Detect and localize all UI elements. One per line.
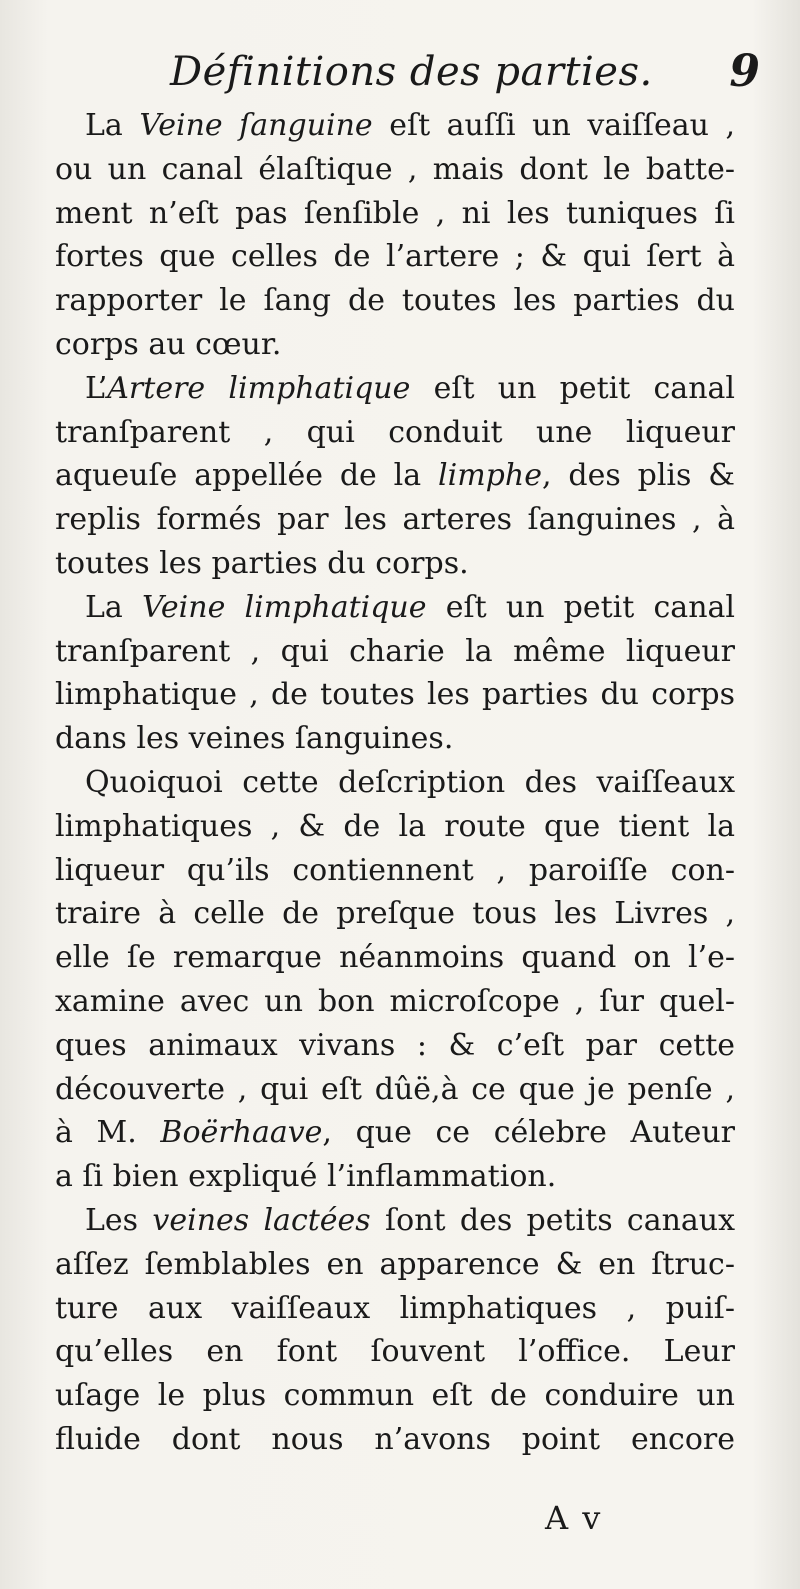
text-run: eſt un petit canal: [410, 370, 735, 406]
text-run: traire à celle de preſque tous les Livres ,: [55, 896, 735, 932]
text-line: [55, 1068, 735, 1112]
text-run: toutes les parties du corps.: [55, 545, 469, 581]
text-line: [55, 586, 735, 630]
text-run: elle ſe remarque néanmoins quand on l’e-: [55, 940, 735, 976]
text-line: [55, 411, 735, 455]
text-line: [55, 1330, 735, 1374]
text-run: eſt auſſi un vaiſſeau ,: [372, 108, 735, 143]
text-run: tranſparent , qui conduit une liqueur: [55, 414, 735, 450]
page-number: 9: [729, 46, 760, 97]
text-line: [55, 235, 735, 279]
text-run: La: [85, 589, 142, 625]
text-run: à M.: [55, 1115, 161, 1151]
text-line: [55, 1374, 735, 1418]
text-run: ture aux vaiſſeaux limphatiques , puiſ-: [55, 1290, 735, 1326]
text-line: [55, 1287, 735, 1331]
text-run: , des plis &: [541, 458, 735, 494]
text-run: fluide dont nous n’avons point encore: [55, 1421, 735, 1457]
text-run: aqueuſe appellée de la: [55, 458, 439, 494]
text-line: [55, 849, 735, 893]
text-line: [55, 892, 735, 936]
text-run: , que ce célebre Auteur: [322, 1115, 735, 1151]
text-line: [55, 673, 735, 717]
text-run: xamine avec un bon microſcope , ſur quel-: [55, 983, 735, 1019]
text-run: uſage le plus commun eſt de conduire un: [55, 1378, 735, 1414]
text-run: L’: [85, 370, 108, 406]
text-run: fortes que celles de l’artere ; & qui ſert à: [55, 239, 735, 275]
text-line: [55, 323, 735, 367]
text-run: Quoiquoi cette deſcription des vaiſſeaux: [85, 764, 735, 800]
text-run: tranſparent , qui charie la même liqueur: [55, 633, 735, 669]
text-run: qu’elles en font ſouvent l’office. Leur: [55, 1334, 735, 1370]
italic-term: Artere limphatique: [107, 370, 411, 406]
text-run: La: [85, 108, 140, 143]
text-run: ment n’eſt pas ſenſible , ni les tuniques ſi: [55, 195, 735, 231]
italic-term: limphe: [438, 458, 542, 494]
text-run: eſt un petit canal: [426, 589, 735, 625]
running-title: Définitions des parties.: [170, 49, 653, 95]
text-run: Les: [85, 1202, 153, 1238]
italic-term: Veine ſanguine: [139, 108, 373, 143]
text-line: [55, 498, 735, 542]
text-line: [55, 1111, 735, 1155]
text-line: [55, 192, 735, 236]
text-line: [55, 148, 735, 192]
text-run: ou un canal élaſtique , mais dont le batte-: [55, 151, 735, 187]
text-line: [55, 1418, 735, 1462]
text-line: [55, 761, 735, 805]
text-line: [55, 1199, 735, 1243]
signature-mark: A v: [545, 1499, 603, 1537]
text-line: [55, 936, 735, 980]
italic-term: veines lactées: [152, 1202, 371, 1238]
text-line: [55, 1155, 735, 1199]
page-header: [160, 44, 760, 104]
text-line: [55, 717, 735, 761]
text-run: limphatiques , & de la route que tient la: [55, 808, 735, 844]
text-run: limphatique , de toutes les parties du corps: [55, 677, 735, 713]
text-line: [55, 367, 735, 411]
text-line: [55, 104, 735, 148]
text-line: [55, 805, 735, 849]
text-run: corps au cœur.: [55, 326, 282, 362]
text-run: a ſi bien expliqué l’inflammation.: [55, 1159, 557, 1195]
text-run: rapporter le ſang de toutes les parties du: [55, 283, 735, 319]
text-line: [55, 1243, 735, 1287]
text-line: [55, 1024, 735, 1068]
text-run: aſſez ſemblables en apparence & en ſtruc-: [55, 1246, 735, 1282]
text-run: liqueur qu’ils contiennent , paroiſſe con-: [55, 852, 735, 888]
text-run: replis formés par les arteres ſanguines , à: [55, 502, 735, 538]
text-run: ſont des petits canaux: [370, 1202, 736, 1238]
text-run: découverte , qui eſt dûë,à ce que je penſe ,: [55, 1071, 735, 1107]
text-line: [55, 630, 735, 674]
italic-term: Veine limphatique: [142, 589, 427, 625]
text-line: [55, 454, 735, 498]
text-run: ques animaux vivans : & c’eſt par cette: [55, 1027, 735, 1063]
italic-term: Boërhaave: [160, 1115, 323, 1151]
text-line: [55, 279, 735, 323]
text-line: [55, 980, 735, 1024]
body-text: [55, 104, 735, 1462]
text-run: dans les veines ſanguines.: [55, 721, 454, 757]
text-line: [55, 542, 735, 586]
